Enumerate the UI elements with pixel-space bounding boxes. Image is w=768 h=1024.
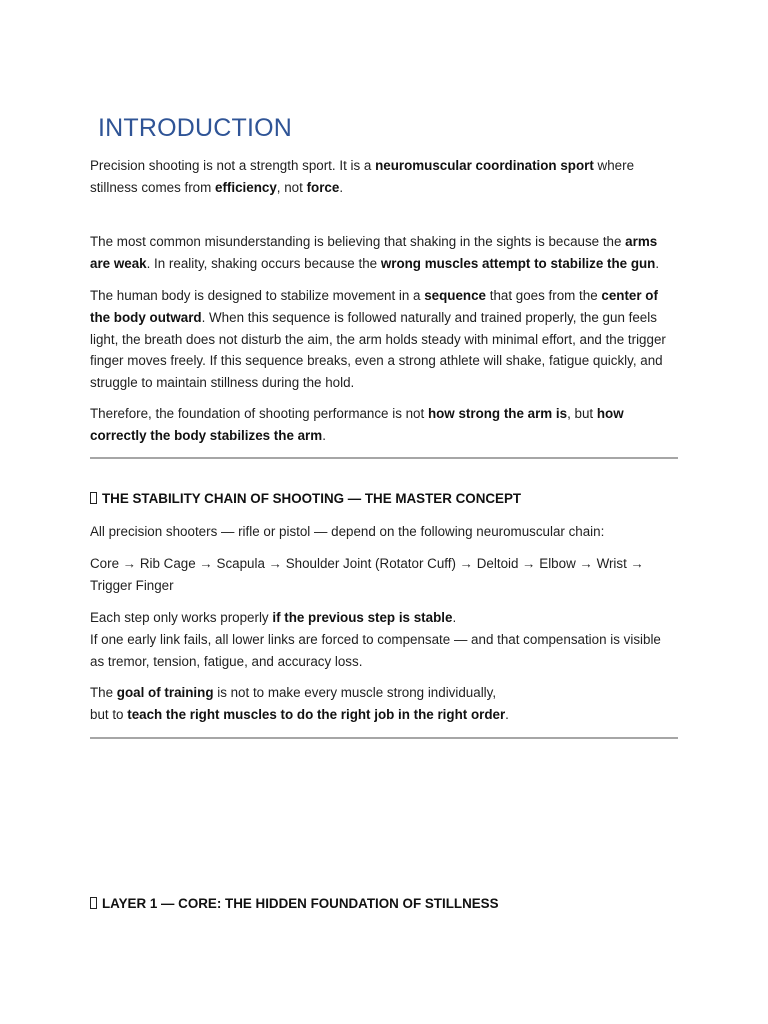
section-heading-text: THE STABILITY CHAIN OF SHOOTING — THE MASTER CONCEPT: [102, 491, 522, 506]
emphasis-text: sequence: [424, 288, 486, 303]
emphasis-text: neuromuscular coordination sport: [375, 158, 594, 173]
chain-paragraph-1: [90, 521, 678, 543]
body-text: The: [90, 685, 117, 700]
emphasis-text: if the previous step is stable: [272, 610, 453, 625]
section-heading-layer-1: [90, 894, 499, 914]
section-heading-text: LAYER 1 — CORE: THE HIDDEN FOUNDATION OF STILLNESS: [102, 896, 499, 911]
horizontal-rule: [90, 457, 678, 459]
emphasis-text: center of the body outward: [90, 288, 658, 325]
emphasis-text: how correctly the body stabilizes the arm: [90, 406, 624, 443]
missing-glyph-icon: [90, 897, 97, 909]
body-text: Each step only works properly: [90, 610, 273, 625]
body-text: Therefore, the foundation of shooting performance is not: [90, 406, 428, 421]
body-text: is not to make every muscle strong individually,: [213, 685, 497, 700]
body-text: .: [322, 427, 326, 443]
chain-paragraph-3a: [90, 607, 678, 629]
emphasis-text: arms are weak: [90, 234, 658, 271]
emphasis-text: wrong muscles attempt to stabilize the gun: [380, 255, 656, 271]
intro-paragraph-1: [90, 155, 678, 199]
emphasis-text: goal of training: [116, 685, 214, 700]
emphasis-text: efficiency: [215, 179, 277, 195]
body-text: , but: [567, 406, 597, 421]
section-heading-stability-chain: [90, 489, 521, 509]
page-title: INTRODUCTION: [98, 114, 293, 142]
horizontal-rule: [90, 737, 678, 739]
emphasis-text: how strong the arm is: [427, 406, 568, 421]
body-text: where stillness comes from: [90, 158, 635, 195]
body-text: but to: [90, 707, 128, 722]
emphasis-text: teach the right muscles to do the right job in the right order: [127, 707, 506, 722]
chain-paragraph-3b: [90, 629, 678, 673]
body-text: Core → Rib Cage → Scapula → Shoulder Joint (Rotator Cuff) → Deltoid → Elbow → Wrist → Trigger Finger: [90, 556, 644, 593]
body-text: , not: [276, 179, 307, 195]
intro-paragraph-4: [90, 403, 678, 447]
chain-paragraph-4b: [90, 704, 678, 726]
body-text: .: [505, 707, 509, 722]
body-text: The most common misunderstanding is believing that shaking in the sights is because the: [90, 234, 626, 249]
body-text: . When this sequence is followed naturally and trained properly, the gun feels light, the breath does not disturb the aim, the arm holds steady with minimal effort, and the trigger finger moves freely. If this sequence breaks, even a strong athlete will shake, fatigue quickly, and struggle to maintain stillness during the hold.: [90, 309, 666, 391]
missing-glyph-icon: [90, 492, 97, 504]
chain-sequence: [90, 553, 678, 597]
body-text: All precision shooters — rifle or pistol — depend on the following neuromuscular chain:: [90, 524, 605, 539]
body-text: .: [339, 179, 344, 195]
chain-paragraph-4a: [90, 682, 678, 704]
body-text: If one early link fails, all lower links are forced to compensate — and that compensation is visible as tremor, tension, fatigue, and accuracy loss.: [90, 632, 661, 669]
body-text: Precision shooting is not a strength sport. It is a: [90, 158, 376, 173]
body-text: that goes from the: [486, 288, 602, 303]
body-text: The human body is designed to stabilize movement in a: [90, 288, 425, 303]
body-text: .: [655, 255, 660, 271]
emphasis-text: force: [306, 179, 340, 195]
intro-paragraph-2: [90, 231, 678, 275]
intro-paragraph-3: [90, 285, 678, 394]
body-text: .: [452, 610, 457, 625]
body-text: . In reality, shaking occurs because the: [146, 255, 381, 271]
